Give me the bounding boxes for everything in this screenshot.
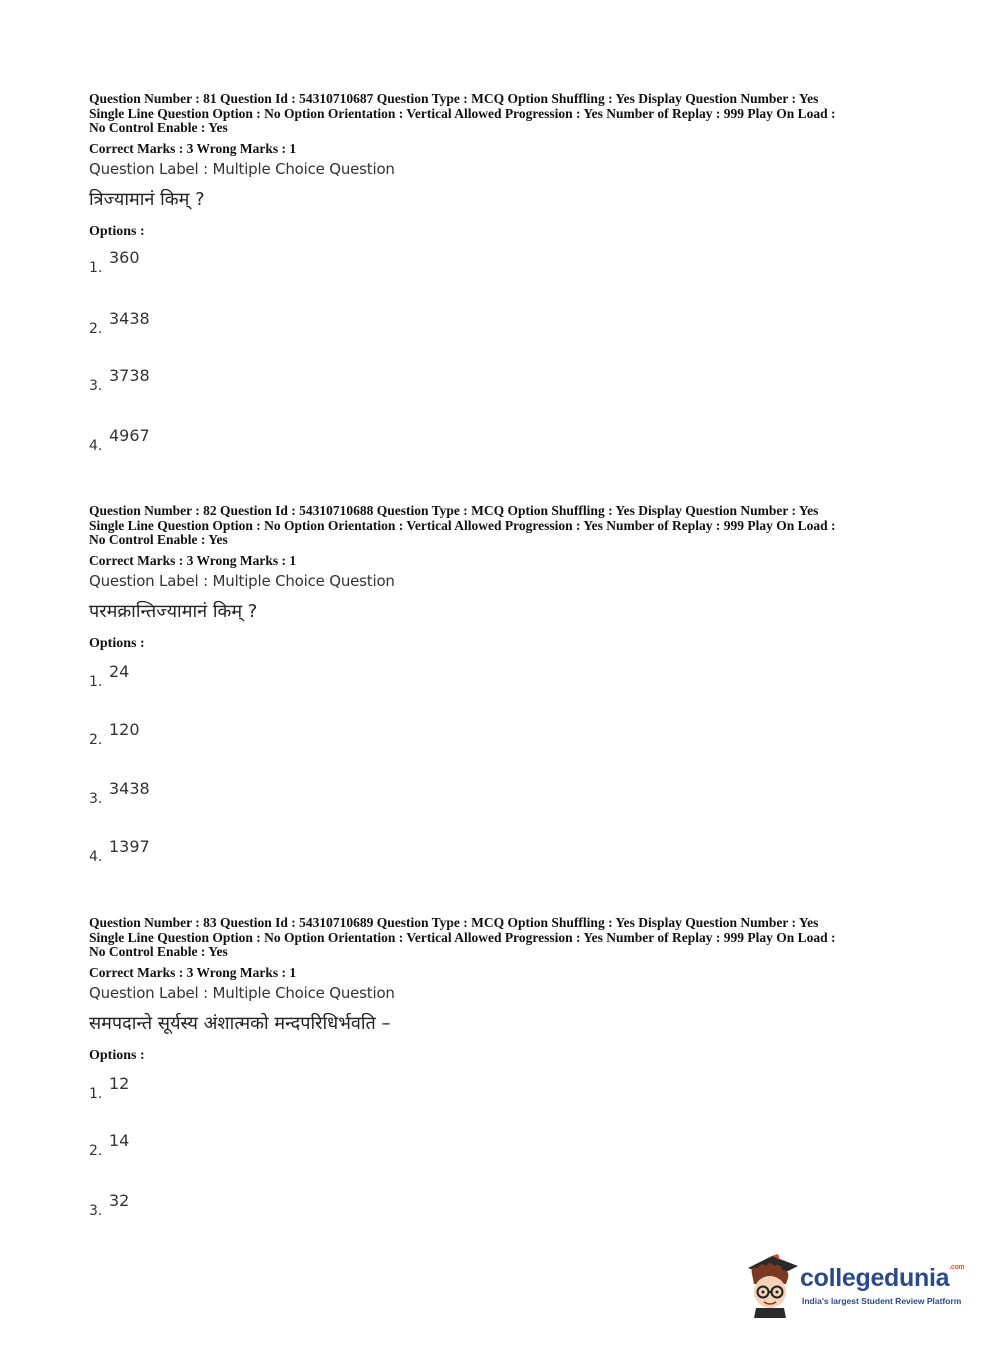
question-block-81 <box>89 91 919 454</box>
logo-tagline: India's largest Student Review Platform <box>802 1296 962 1306</box>
question-text: समपदान्ते सूर्यस्य अंशात्मको मन्दपरिधिर्भवति – <box>89 1012 391 1034</box>
option-value: 3438 <box>109 308 150 328</box>
marks-line: Correct Marks : 3 Wrong Marks : 1 <box>89 140 297 156</box>
option-value: 4967 <box>109 425 150 445</box>
marks-line: Correct Marks : 3 Wrong Marks : 1 <box>89 964 297 980</box>
option-number: 2. <box>89 320 103 337</box>
option-value: 3438 <box>109 778 150 798</box>
logo-name: collegedunia <box>800 1264 950 1292</box>
question-block-83 <box>89 916 919 1224</box>
question-label: Question Label : Multiple Choice Question <box>89 571 395 590</box>
question-text: परमक्रान्तिज्यामानं किम् ? <box>89 600 258 622</box>
options-list <box>89 652 919 865</box>
option-number: 1. <box>89 259 103 276</box>
option-number: 2. <box>89 1142 103 1159</box>
meta-line: No Control Enable : Yes <box>89 944 228 959</box>
meta-line: No Control Enable : Yes <box>89 120 228 135</box>
option-value: 360 <box>109 247 140 267</box>
meta-line: Question Number : 82 Question Id : 54310710688 Question Type : MCQ Option Shuffling : Yes Display Question Number : Yes <box>89 503 819 518</box>
mascot-icon <box>742 1250 802 1320</box>
question-meta <box>89 504 919 548</box>
options-list <box>89 240 919 454</box>
option-value: 12 <box>109 1073 130 1093</box>
question-label: Question Label : Multiple Choice Question <box>89 983 395 1002</box>
option-value: 32 <box>109 1190 130 1210</box>
marks-line: Correct Marks : 3 Wrong Marks : 1 <box>89 552 297 568</box>
option-number: 4. <box>89 437 103 454</box>
options-title: Options : <box>89 1047 145 1063</box>
option-number: 4. <box>89 848 103 865</box>
option-value: 120 <box>109 719 140 739</box>
question-meta <box>89 916 919 960</box>
option-number: 3. <box>89 790 103 807</box>
question-text: त्रिज्यामानं किम् ? <box>89 188 205 210</box>
meta-line: Question Number : 81 Question Id : 54310710687 Question Type : MCQ Option Shuffling : Yes Display Question Number : Yes <box>89 91 819 106</box>
meta-line: Single Line Question Option : No Option Orientation : Vertical Allowed Progression : Yes Number of Replay : 999 Play On Load : <box>89 105 836 121</box>
options-title: Options : <box>89 635 145 651</box>
collegedunia-logo[interactable] <box>742 1250 972 1320</box>
option-value: 3738 <box>109 365 150 385</box>
option-value: 1397 <box>109 836 150 856</box>
meta-line: Question Number : 83 Question Id : 54310710689 Question Type : MCQ Option Shuffling : Yes Display Question Number : Yes <box>89 915 819 930</box>
options-list <box>89 1064 919 1224</box>
option-value: 14 <box>109 1130 130 1150</box>
option-number: 3. <box>89 377 103 394</box>
option-number: 1. <box>89 673 103 690</box>
option-value: 24 <box>109 661 130 681</box>
option-number: 1. <box>89 1085 103 1102</box>
question-meta <box>89 92 919 136</box>
logo-suffix: .com <box>949 1264 965 1271</box>
question-block-82 <box>89 503 919 865</box>
option-number: 2. <box>89 731 103 748</box>
meta-line: Single Line Question Option : No Option Orientation : Vertical Allowed Progression : Yes Number of Replay : 999 Play On Load : <box>89 517 836 533</box>
meta-line: Single Line Question Option : No Option Orientation : Vertical Allowed Progression : Yes Number of Replay : 999 Play On Load : <box>89 929 836 945</box>
option-number: 3. <box>89 1202 103 1219</box>
logo-wordmark <box>800 1264 964 1293</box>
question-label: Question Label : Multiple Choice Question <box>89 159 395 178</box>
options-title: Options : <box>89 223 145 239</box>
meta-line: No Control Enable : Yes <box>89 532 228 547</box>
